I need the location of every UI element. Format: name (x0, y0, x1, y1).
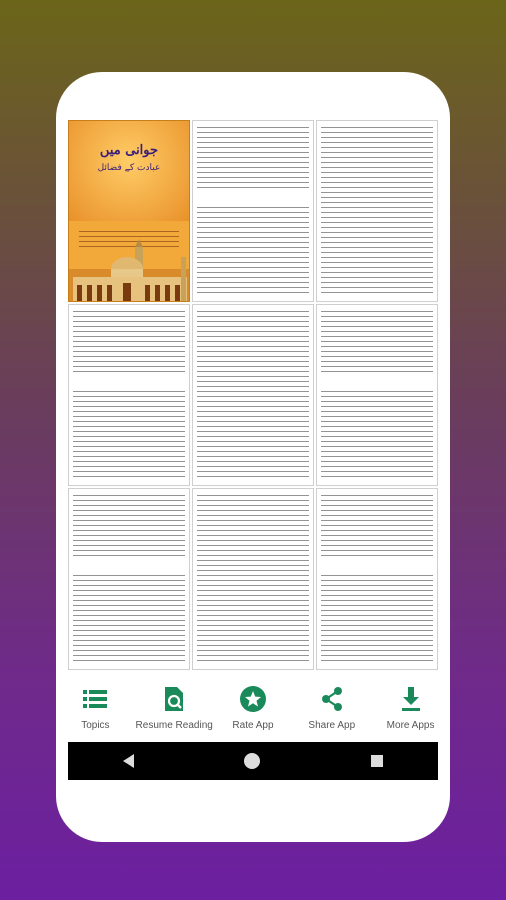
share-icon (317, 684, 347, 714)
download-icon (396, 684, 426, 714)
back-icon[interactable] (123, 754, 134, 768)
cover-title: جوانی میں (99, 143, 159, 158)
cover-subtitle: عبادت کے فضائل (97, 163, 161, 173)
resume-reading-label: Resume Reading (135, 720, 213, 731)
page-thumbnail[interactable] (192, 120, 314, 302)
page-thumbnail-grid (68, 120, 438, 670)
page-thumbnail[interactable] (68, 304, 190, 486)
android-navigation-bar (68, 742, 438, 780)
text-lines (73, 495, 185, 663)
search-document-icon (159, 684, 189, 714)
page-thumbnail[interactable] (192, 304, 314, 486)
home-icon[interactable] (244, 753, 260, 769)
share-app-label: Share App (308, 720, 356, 731)
more-apps-label: More Apps (386, 720, 435, 731)
share-app-button[interactable] (293, 676, 371, 740)
mosque-illustration (69, 239, 190, 301)
page-thumbnail[interactable] (316, 488, 438, 670)
page-thumbnail[interactable] (192, 488, 314, 670)
page-thumbnail[interactable] (316, 304, 438, 486)
page-thumbnail[interactable] (68, 488, 190, 670)
recents-icon[interactable] (371, 755, 383, 767)
rate-app-button[interactable] (214, 676, 292, 740)
cover-page-thumbnail[interactable] (68, 120, 190, 302)
resume-reading-button[interactable] (135, 676, 213, 740)
text-lines (73, 311, 185, 479)
text-lines (321, 495, 433, 663)
topics-button[interactable] (56, 676, 134, 740)
rate-app-label: Rate App (232, 720, 274, 731)
text-lines (197, 127, 309, 295)
text-lines (197, 495, 309, 663)
bottom-action-bar (56, 676, 450, 740)
star-icon (238, 684, 268, 714)
page-thumbnail[interactable] (316, 120, 438, 302)
list-icon (80, 684, 110, 714)
phone-frame (56, 72, 450, 842)
text-lines (197, 311, 309, 479)
topics-label: Topics (81, 720, 110, 731)
text-lines (321, 311, 433, 479)
text-lines (321, 127, 433, 295)
more-apps-button[interactable] (372, 676, 450, 740)
